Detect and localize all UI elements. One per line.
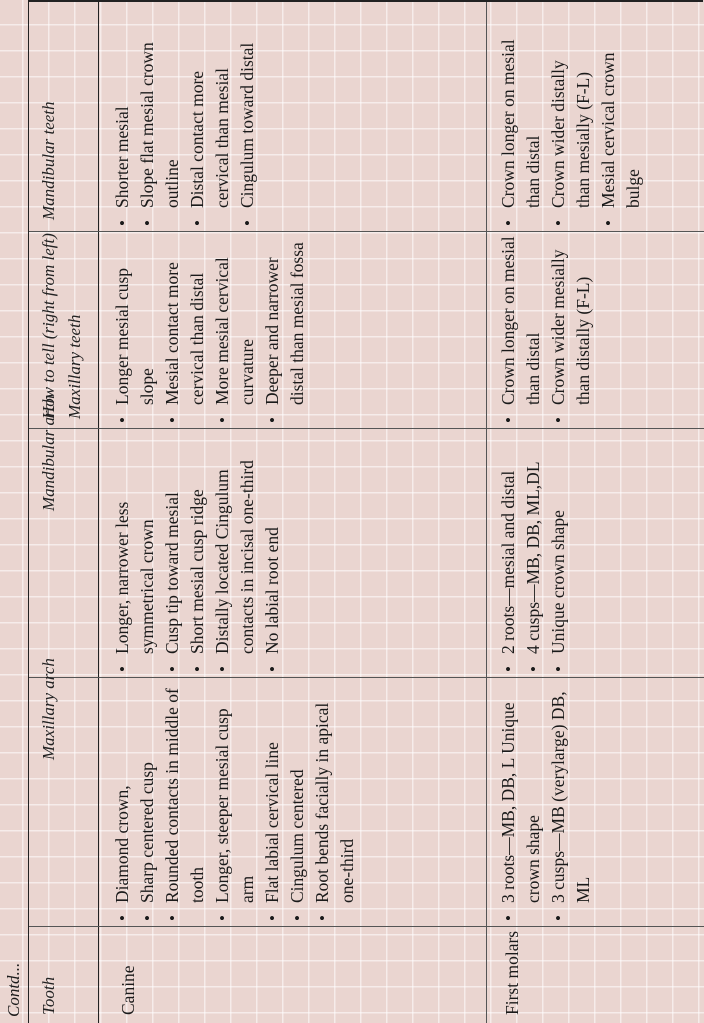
list-item: • Longer mesial cusp slope (110, 235, 160, 425)
row-label-first-molars: First molars (502, 930, 522, 1015)
list-item: • Diamond crown, (110, 683, 135, 923)
list-item: • Shorter mesial (110, 38, 135, 228)
canine-mandibular-teeth-cell (110, 38, 260, 228)
list-item: • Flat labial cervical line (260, 683, 285, 923)
list-item: • Rounded contacts in middle of tooth (160, 683, 210, 923)
table-top-rule (28, 0, 29, 1023)
list-item: • 3 cusps—MB (verylarge) DB, ML (546, 683, 596, 923)
header-mandibular-arch: Mandibular arch (39, 394, 58, 511)
comparison-table (28, 0, 704, 1023)
column-divider (29, 926, 704, 927)
list-item: • 4 cusps—MB, DB, ML,DL (521, 434, 546, 674)
list-item: • Mesial cervical crown bulge (596, 38, 646, 228)
molar-mandibular-cell (496, 434, 571, 674)
list-item: • Short mesial cusp ridge (185, 434, 210, 674)
list-item: • 3 roots—MB, DB, L Unique crown shape (496, 683, 546, 923)
list-item: • Sharp centered cusp (135, 683, 160, 923)
list-item: • Longer, steeper mesial cusp arm (210, 683, 260, 923)
molar-maxillary-cell (496, 683, 596, 923)
header-tooth: Tooth (39, 976, 58, 1015)
table-right-rule (29, 0, 703, 2)
list-item: • Cingulum toward distal (235, 38, 260, 228)
list-item: • Crown longer on mesial than distal (496, 235, 546, 425)
column-divider (29, 677, 704, 678)
header-how-to-tell: How to tell (right from left) Maxillary teeth (39, 233, 84, 419)
list-item: • Distal contact more cervical than mesial (185, 38, 235, 228)
list-item: • Crown wider mesially than distally (F-L) (546, 235, 596, 425)
canine-maxillary-teeth-cell (110, 235, 310, 425)
row-divider (486, 0, 487, 1023)
header-rule (98, 0, 99, 1023)
continued-label: Contd... (4, 962, 23, 1017)
header-mandibular-teeth: Mandibular teeth (39, 101, 58, 220)
list-item: • Mesial contact more cervical than distal (160, 235, 210, 425)
header-maxillary-arch: Maxillary arch (39, 658, 58, 760)
list-item: • Cusp tip toward mesial (160, 434, 185, 674)
molar-maxillary-teeth-cell (496, 235, 596, 425)
list-item: • Distally located Cingulum contacts in incisal one-third (210, 434, 260, 674)
list-item: • Crown longer on mesial than distal (496, 38, 546, 228)
list-item: • No labial root end (260, 434, 285, 674)
column-divider (29, 428, 704, 429)
list-item: • Slope flat mesial crown outline (135, 38, 185, 228)
list-item: • Unique crown shape (546, 434, 571, 674)
molar-mandibular-teeth-cell (496, 38, 646, 228)
column-divider (29, 231, 704, 232)
canine-maxillary-cell (110, 683, 360, 923)
list-item: • Longer, narrower less symmetrical crown (110, 434, 160, 674)
list-item: • Deeper and narrower distal than mesial fossa (260, 235, 310, 425)
list-item: • Crown wider distally than mesially (F-L) (546, 38, 596, 228)
list-item: • 2 roots—mesial and distal (496, 434, 521, 674)
row-label-canine: Canine (118, 965, 138, 1015)
canine-mandibular-cell (110, 434, 285, 674)
list-item: • Root bends facially in apical one-third (310, 683, 360, 923)
list-item: • Cingulum centered (285, 683, 310, 923)
list-item: • More mesial cervical curvature (210, 235, 260, 425)
